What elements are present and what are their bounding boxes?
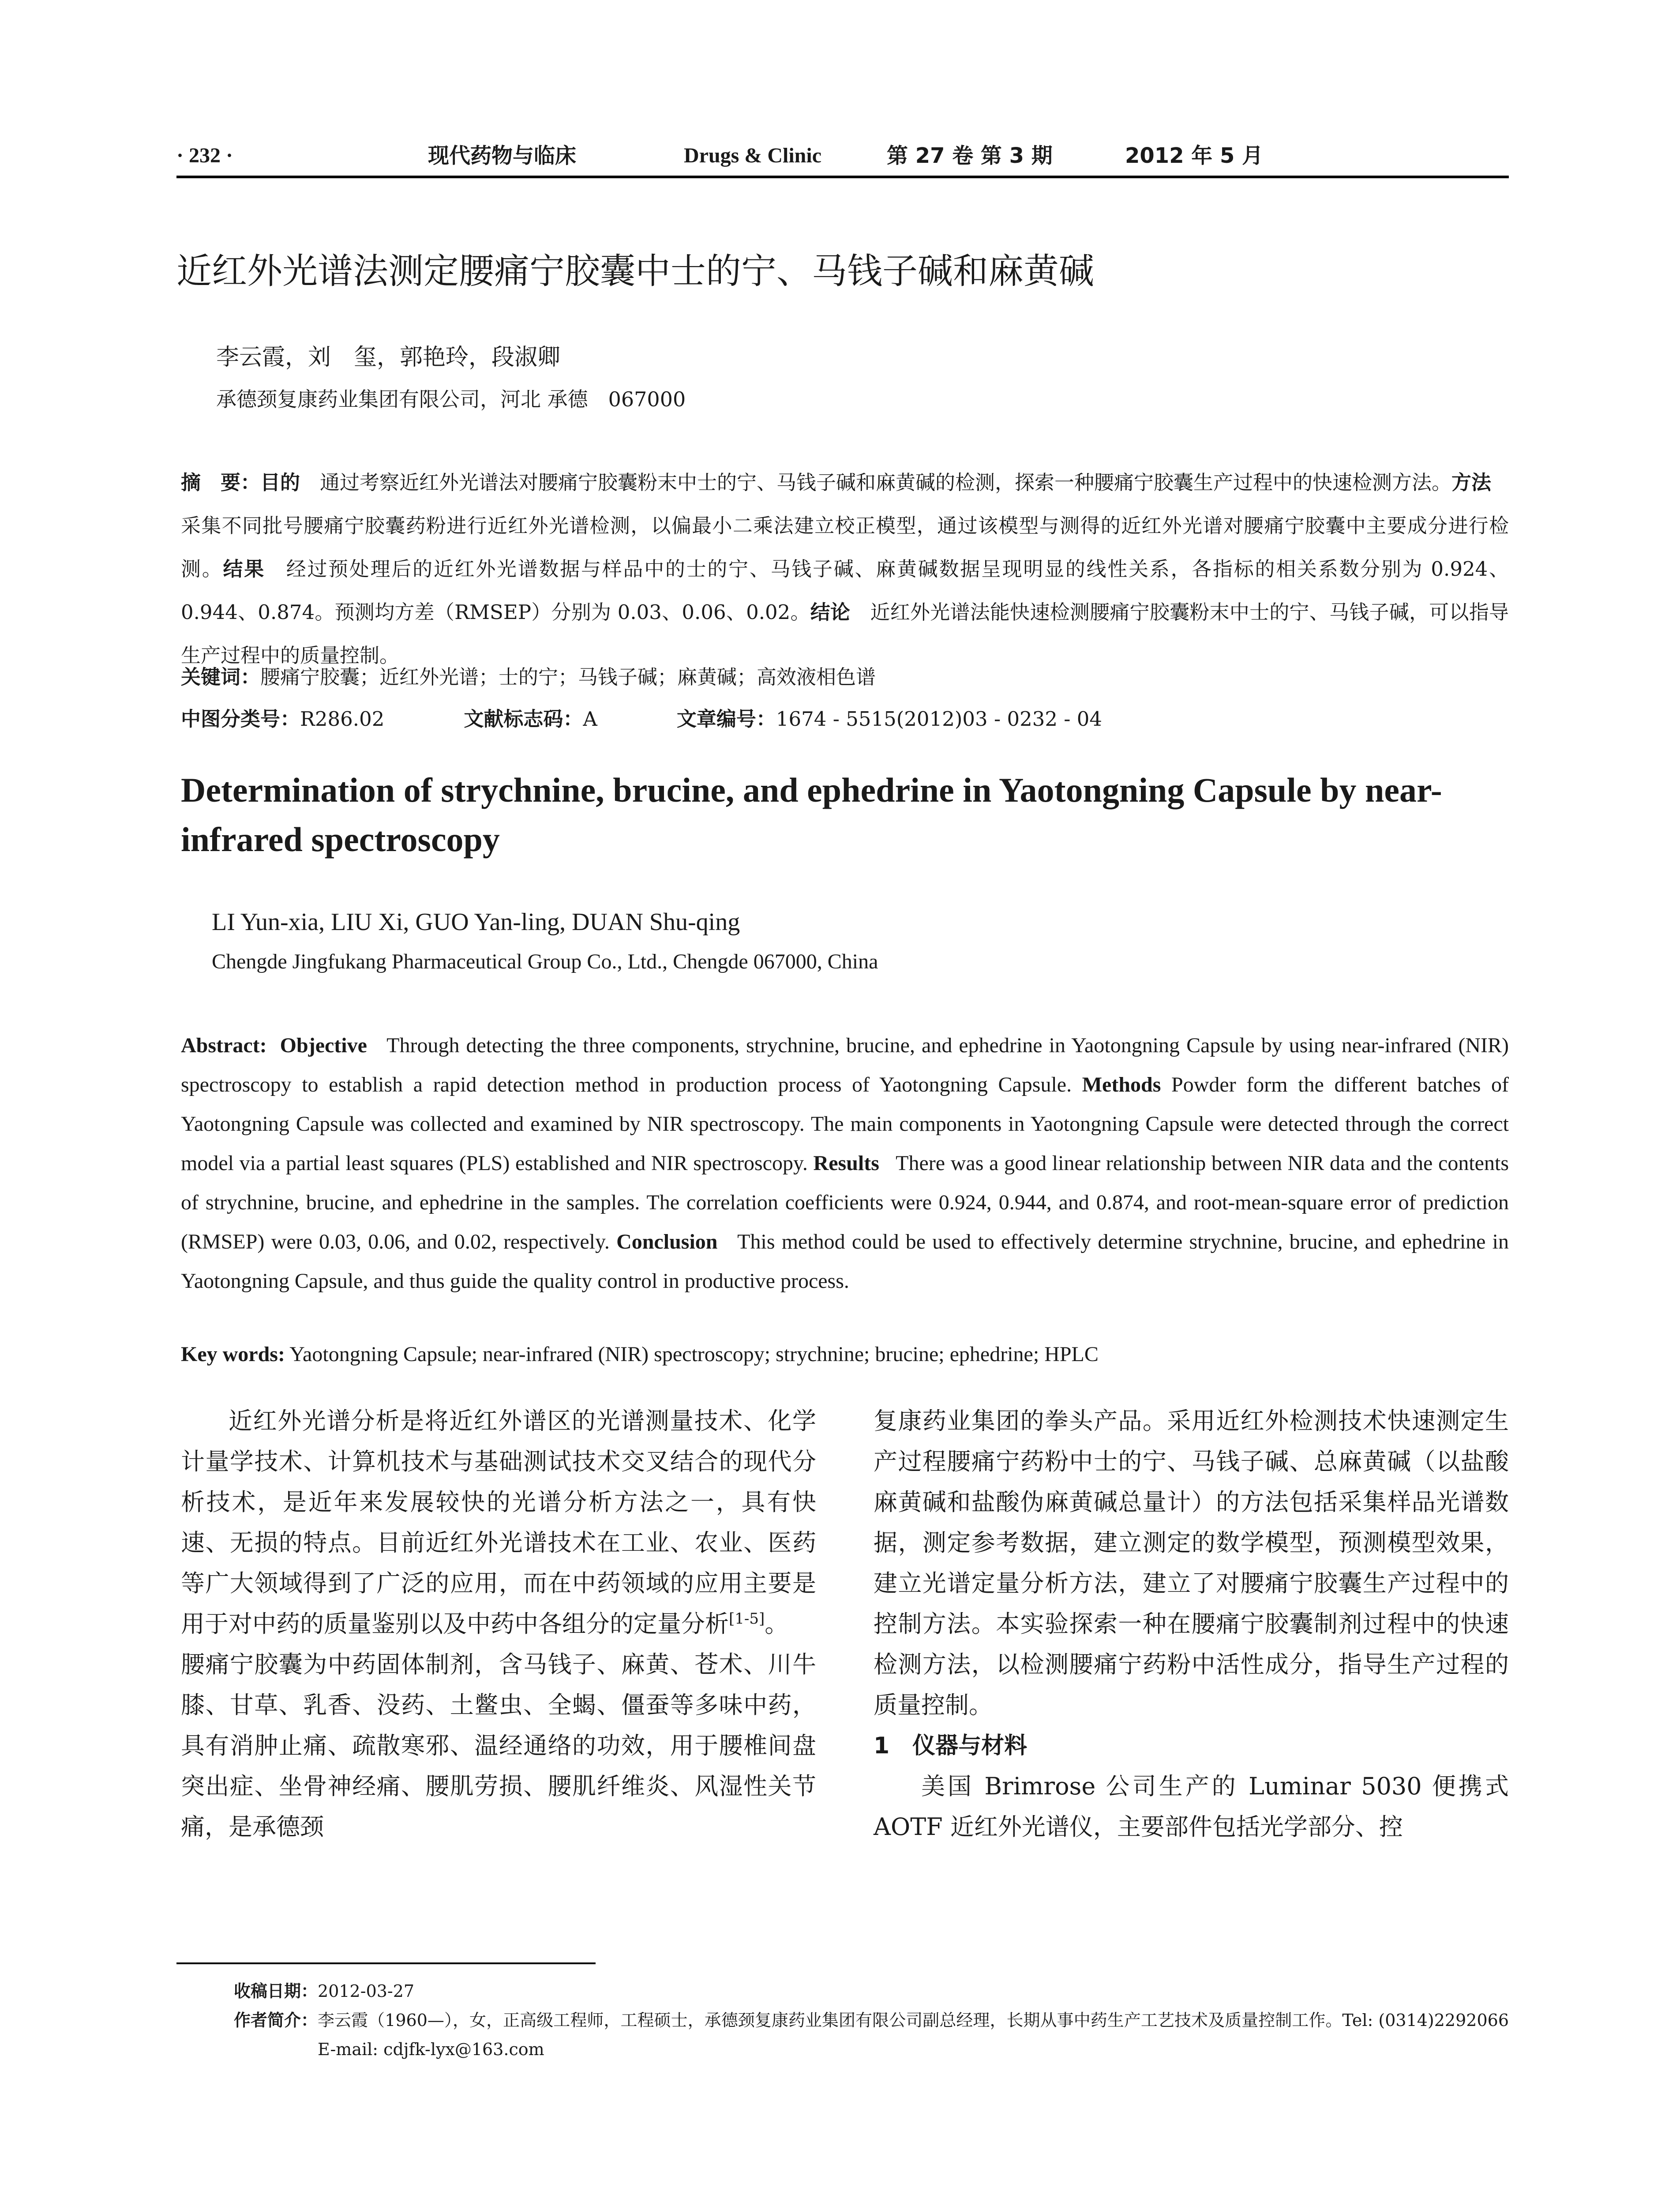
keywords-cn-text: 腰痛宁胶囊；近红外光谱；士的宁；马钱子碱；麻黄碱；高效液相色谱 — [260, 665, 876, 689]
conclusion-label-en: Conclusion — [616, 1230, 718, 1253]
methods-text-en: Powder form the different batches of Yaotongning Capsule was collected and examined by NIR spectroscopy. The main components in Yaotongning Capsule were detected through the correct model via a partial least squares (PLS) established and NIR spectroscopy. — [181, 1073, 1509, 1175]
body-paragraph-1 — [181, 1401, 816, 1644]
body-paragraph-1-text: 近红外光谱分析是将近红外谱区的光谱测量技术、化学计量学技术、计算机技术与基础测试技术交叉结合的现代分析技术，是近年来发展较快的光谱分析方法之一，具有快速、无损的特点。目前近红外光谱技术在工业、农业、医药等广大领域得到了广泛的应用，而在中药领域的应用主要是用于对中药的质量鉴别以及中药中各组分的定量分析 — [181, 1407, 816, 1638]
results-label-cn: 结果 — [223, 557, 265, 581]
received-label: 收稿日期： — [234, 1981, 318, 2001]
abstract-en-label: Abstract: — [181, 1034, 267, 1057]
results-label-en: Results — [813, 1152, 879, 1175]
page-number: · 232 · — [176, 144, 233, 167]
results-text-en: There was a good linear relationship between NIR data and the contents of strychnine, brucine, and ephedrine in the samples. The correlation coefficients were 0.924, 0.944, and 0.874, and root-mean-square error of prediction (RMSEP) were 0.03, 0.06, and 0.02, respectively. — [181, 1152, 1509, 1253]
article-title-cn: 近红外光谱法测定腰痛宁胶囊中士的宁、马钱子碱和麻黄碱 — [176, 251, 1094, 292]
body-column-left — [181, 1401, 816, 1847]
results-text-cn: 经过预处理后的近红外光谱数据与样品中的士的宁、马钱子碱、麻黄碱数据呈现明显的线性关系，各指标的相关系数分别为 0.924、0.944、0.874。预测均方差（RMSEP）分别为 0.03、0.06、0.02。 — [181, 557, 1509, 624]
received-date: 2012-03-27 — [318, 1981, 415, 2001]
keywords-cn — [181, 660, 876, 695]
conclusion-label-cn: 结论 — [810, 600, 851, 624]
classification-line — [181, 702, 1102, 737]
article-no-value: 1674 - 5515(2012)03 - 0232 - 04 — [776, 707, 1102, 731]
body-paragraph-2-continued: 复康药业集团的拳头产品。采用近红外检测技术快速测定生产过程腰痛宁药粉中士的宁、马钱子碱、总麻黄碱（以盐酸麻黄碱和盐酸伪麻黄碱总量计）的方法包括采集样品光谱数据，测定参考数据，建立测定的数学模型，预测模型效果，建立光谱定量分析方法，建立了对腰痛宁胶囊生产过程中的控制方法。本实验探索一种在腰痛宁胶囊制剂过程中的快速检测方法，以检测腰痛宁药粉中活性成分，指导生产过程的质量控制。 — [874, 1407, 1509, 1719]
keywords-en-label: Key words: — [181, 1343, 285, 1366]
footnote-author — [234, 2006, 1526, 2064]
issue-info: 第 27 卷 第 3 期 — [887, 143, 1053, 168]
body-paragraph-3: 美国 Brimrose 公司生产的 Luminar 5030 便携式 AOTF 近红外光谱仪，主要部件包括光学部分、控 — [874, 1772, 1509, 1841]
author-bio-label: 作者简介： — [234, 2011, 318, 2030]
article-no-label: 文章编号： — [676, 707, 776, 731]
keywords-cn-label: 关键词： — [181, 665, 261, 689]
running-header — [176, 140, 1509, 178]
authors-cn: 李云霞，刘 玺，郭艳玲，段淑卿 — [216, 344, 561, 371]
article-title-en: Determination of strychnine, brucine, and ephedrine in Yaotongning Capsule by near-infrared spectroscopy — [181, 771, 1442, 859]
methods-label-cn: 方法 — [1451, 471, 1492, 494]
abstract-en — [181, 1026, 1509, 1301]
objective-label-en: Objective — [280, 1034, 367, 1057]
author-bio: 李云霞（1960—），女，正高级工程师，工程硕士，承德颈复康药业集团有限公司副总经理，长期从事中药生产工艺技术及质量控制工作。Tel: (0314)2292066 E-mail: cdjfk-lyx@163.com — [318, 2011, 1526, 2059]
journal-name-en: Drugs & Clinic — [684, 144, 821, 167]
objective-text-en: Through detecting the three components, strychnine, brucine, and ephedrine in Yaotongning Capsule by using near-infrared (NIR) spectroscopy to establish a rapid detection method in production process of Yaotongning Capsule. — [181, 1034, 1509, 1096]
body-paragraph-1-end: 。 — [765, 1610, 789, 1638]
footnotes — [234, 1977, 1526, 2064]
clc-label: 中图分类号： — [181, 707, 300, 731]
methods-text-cn: 采集不同批号腰痛宁胶囊药粉进行近红外光谱检测，以偏最小二乘法建立校正模型，通过该模型与测得的近红外光谱对腰痛宁胶囊中主要成分进行检测。 — [181, 471, 1511, 581]
body-paragraph-2: 腰痛宁胶囊为中药固体制剂，含马钱子、麻黄、苍术、川牛膝、甘草、乳香、没药、土鳖虫、全蝎、僵蚕等多味中药，具有消肿止痛、疏散寒邪、温经通络的功效，用于腰椎间盘突出症、坐骨神经痛、腰肌劳损、腰肌纤维炎、风湿性关节痛，是承德颈 — [181, 1651, 816, 1841]
citation-ref: [1-5] — [729, 1610, 765, 1628]
keywords-en-text: Yaotongning Capsule; near-infrared (NIR) spectroscopy; strychnine; brucine; ephedrine; HPLC — [289, 1343, 1099, 1366]
clc-value: R286.02 — [300, 707, 385, 731]
body-column-right — [874, 1401, 1509, 1847]
affiliation-cn: 承德颈复康药业集团有限公司，河北 承德 067000 — [216, 387, 686, 411]
journal-name-cn: 现代药物与临床 — [428, 143, 577, 168]
objective-text-cn: 通过考察近红外光谱法对腰痛宁胶囊粉末中士的宁、马钱子碱和麻黄碱的检测，探索一种腰痛宁胶囊生产过程中的快速检测方法。 — [300, 471, 1452, 494]
keywords-en — [181, 1337, 1509, 1372]
abstract-cn-label: 摘 要： — [181, 471, 261, 494]
methods-label-en: Methods — [1082, 1073, 1161, 1096]
abstract-cn — [181, 461, 1509, 677]
section-heading-1: 1 仪器与材料 — [874, 1733, 1028, 1759]
footnote-divider — [176, 1962, 596, 1964]
doc-code-label: 文献标志码： — [464, 707, 583, 731]
conclusion-text-cn: 近红外光谱法能快速检测腰痛宁胶囊粉末中士的宁、马钱子碱，可以指导生产过程中的质量控制。 — [181, 600, 1509, 667]
footnote-received — [234, 1977, 1509, 2006]
affiliation-en: Chengde Jingfukang Pharmaceutical Group Co., Ltd., Chengde 067000, China — [212, 950, 878, 973]
authors-en: LI Yun-xia, LIU Xi, GUO Yan-ling, DUAN Shu-qing — [212, 908, 740, 936]
doc-code-value: A — [583, 707, 597, 731]
conclusion-text-en: This method could be used to effectively determine strychnine, brucine, and ephedrine in Yaotongning Capsule, and thus guide the quality control in productive process. — [181, 1230, 1509, 1293]
issue-date: 2012 年 5 月 — [1125, 143, 1264, 168]
objective-label-cn: 目的 — [260, 471, 300, 494]
